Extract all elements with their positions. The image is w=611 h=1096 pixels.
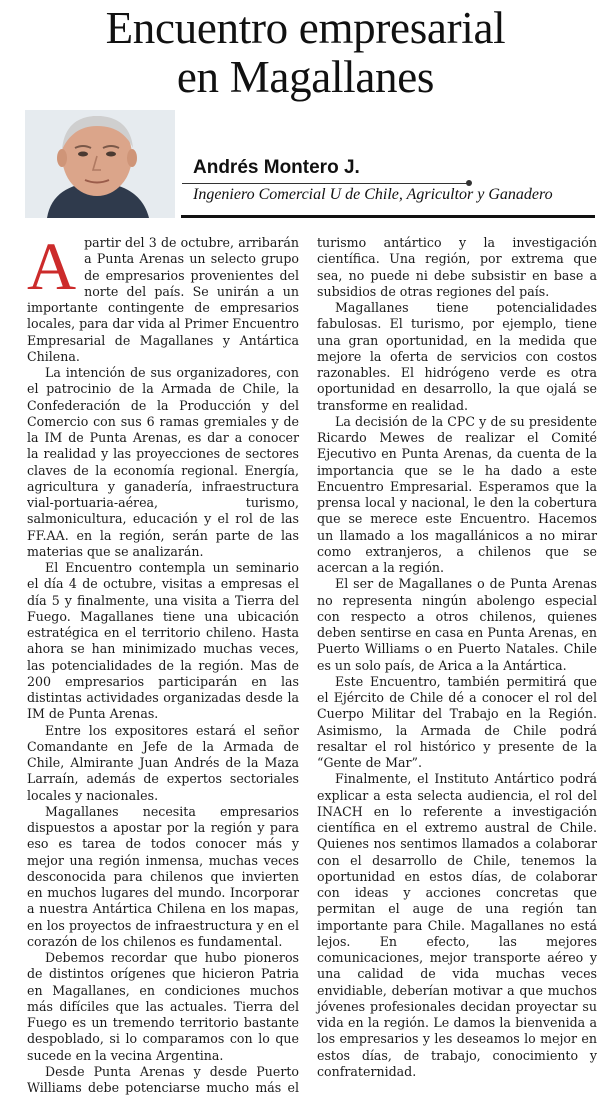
header-rule [181, 215, 595, 218]
paragraph: El ser de Magallanes o de Punta Arenas no representa ningún abolengo especial con respecto a otros chilenos, quienes deben sentirse en casa en Punta Arenas, en Puerto Williams o en Puerto Natales. Chile es un solo país, de Arica a la Antártica. [317, 576, 597, 673]
paragraph: Desde Punta Arenas y desde Puerto Williams debe potenciarse mucho más el [27, 1063, 299, 1095]
author-portrait-graphic [25, 110, 175, 218]
paragraph: Este Encuentro, también permitirá que el Ejército de Chile dé a conocer el rol del Cuerpo Militar del Trabajo en la Región. Asimismo, la Armada de Chile podrá resaltar el rol histórico y presente de la “Gente de Mar”. [317, 673, 597, 770]
paragraph-continuation: turismo antártico y la investigación científica. Una región, por extrema que sea, no puede ni debe subsistir en base a subsidios de otras regiones del país. [317, 235, 597, 299]
left-column [27, 228, 299, 1096]
article-headline [0, 4, 611, 102]
paragraph: La decisión de la CPC y de su presidente Ricardo Mewes de realizar el Comité Ejecutivo en Punta Arenas, da cuenta de la importancia que se le ha dado a este Encuentro Empresarial. Esperamos que la prensa local y nacional, le den la cobertura que se merece este Encuentro. Hacemos un llamado a los magallánicos a no mirar como extranjeros, a chilenos que se acercan a la región. [317, 413, 597, 575]
paragraph: La intención de sus organizadores, con el patrocinio de la Armada de Chile, la Confederación de la Producción y del Comercio con sus 6 ramas gremiales y de la IM de Punta Arenas, es dar a conocer la realidad y las proyecciones de sectores claves de la economía regional. Energía, agricultura y ganadería, infraestructura vial-portuaria-aérea, turismo, salmonicultura, educación y el rol de las FF.AA. en la región, serán parte de las materias que se analizarán. [27, 365, 299, 559]
author-title: Ingeniero Comercial U de Chile, Agricultor y Ganadero [193, 186, 553, 203]
paragraph: Finalmente, el Instituto Antártico podrá explicar a esta selecta audiencia, el rol del INACH en lo referente a investigación científica en el extremo austral de Chile. Quienes nos sentimos llamados a colaborar con el desarrollo de Chile, tenemos la oportunidad en estos días, de colaborar con ideas y acciones concretas que permitan el auge de una región tan importante para Chile. Magallanes no está lejos. En efecto, las mejores comunicaciones, mejor transporte aéreo y una calidad de vida muchas veces envidiable, deberían motivar a que muchos jóvenes profesionales decidan proyectar su vida en la región. Le damos la bienvenida a los empresarios y les deseamos lo mejor en estos días, de trabajo, conocimiento y confraternidad. [317, 771, 597, 1079]
headline-line-2: en Magallanes [176, 52, 435, 102]
headline-line-1: Encuentro empresarial [105, 3, 506, 53]
right-column [317, 235, 597, 1080]
paragraph: Magallanes tiene potencialidades fabulosas. El turismo, por ejemplo, tiene una gran oportunidad, en la medida que mejore la oferta de servicios con costos razonables. El hidrógeno verde es otra oportunidad en desarrollo, la que ojalá se transforme en realidad. [317, 300, 597, 413]
byline-divider [182, 183, 470, 184]
paragraph-1-text: partir del 3 de octubre, arribarán a Punta Arenas un selecto grupo de empresarios provenientes del norte del país. Se unirán a un importante contingente de empresarios locales, para dar vida al Primer Encuentro Empresarial de Magallanes y Antártica Chilena. [27, 235, 299, 364]
author-name: Andrés Montero J. [193, 157, 360, 178]
paragraph: Magallanes necesita empresarios dispuestos a apostar por la región y para eso es tarea de todos conocer más y mejor una región inmensa, muchas veces desconocida para chilenos que invierten en muchos lugares del mundo. Incorporar a nuestra Antártica Chilena en los mapas, en los proyectos de infraestructura y en el corazón de los chilenos es fundamental. [27, 803, 299, 949]
paragraph-1 [27, 228, 299, 365]
paragraph: Entre los expositores estará el señor Comandante en Jefe de la Armada de Chile, Almirante Juan Andrés de la Maza Larraín, además de expertos sectoriales locales y nacionales. [27, 722, 299, 803]
author-photo [25, 110, 175, 218]
paragraph: Debemos recordar que hubo pioneros de distintos orígenes que hicieron Patria en Magallanes, en condiciones muchos más difíciles que las actuales. Tierra del Fuego es un tremendo territorio bastante despoblado, si lo comparamos con lo que sucede en la vecina Argentina. [27, 950, 299, 1063]
drop-cap: A [27, 228, 77, 304]
paragraph: El Encuentro contempla un seminario el día 4 de octubre, visitas a empresas el día 5 y finalmente, una visita a Tierra del Fuego. Magallanes tiene una ubicación estratégica en el territorio chileno. Hasta ahora se han minimizado muchas veces, las potencialidades de la región. Mas de 200 empresarios participarán en las distintas actividades organizadas desde la IM de Punta Arenas. [27, 560, 299, 722]
